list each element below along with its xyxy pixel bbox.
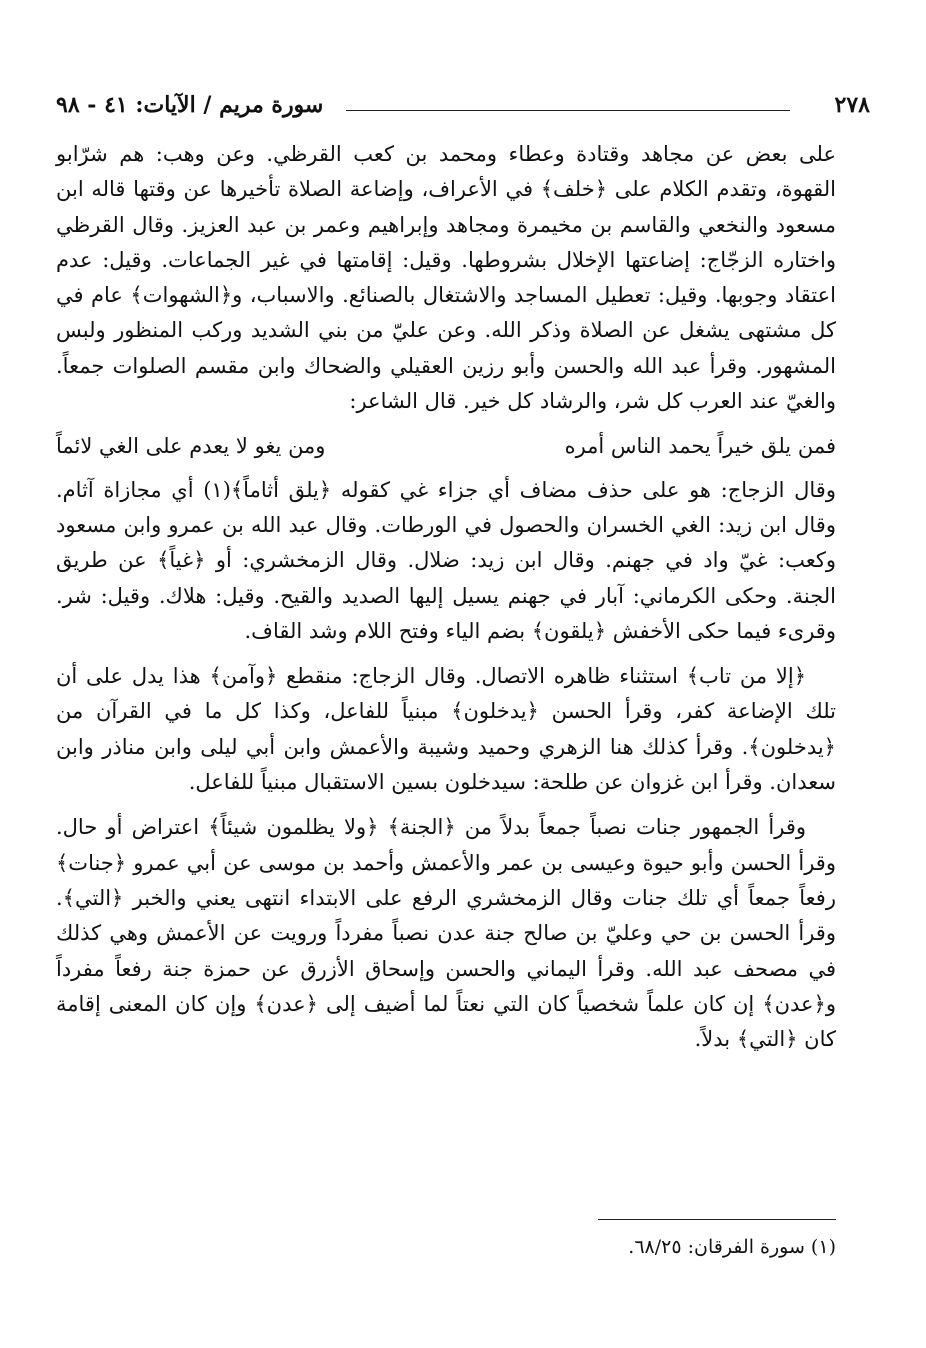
verse-second-hemistich: ومن يغو لا يعدم على الغي لائماً	[56, 434, 326, 459]
header-rule	[346, 110, 790, 111]
paragraph: ﴿إلا من تاب﴾ استثناء ظاهره الاتصال. وقال الزجاج: منقطع ﴿وآمن﴾ هذا يدل على أن تلك الإضاعة كفر، وقرأ الحسن ﴿يدخلون﴾ مبنياً للفاعل، وكذا كل ما في القرآن من ﴿يدخلون﴾. وقرأ كذلك هنا الزهري وحميد وشيبة والأعمش وابن أبي ليلى وابن مناذر وابن سعدان. وقرأ ابن غزوان عن طلحة: سيدخلون بسين الاستقبال مبنياً للفاعل.	[56, 664, 836, 795]
verse-first-hemistich: فمن يلق خيراً يحمد الناس أمره	[564, 434, 836, 459]
sura-title: سورة مريم / الآيات: ٤١ - ٩٨	[56, 92, 324, 118]
page-number: ٢٧٨	[834, 92, 870, 118]
page-body	[56, 137, 836, 1067]
poetry-verse	[56, 429, 836, 464]
paragraph: على بعض عن مجاهد وقتادة وعطاء ومحمد بن كعب القرظي. وعن وهب: هم شرّابو القهوة، وتقدم الكلام على ﴿خلف﴾ في الأعراف، وإضاعة الصلاة تأخيرها عن وقتها قاله ابن مسعود والنخعي والقاسم بن مخيمرة ومجاهد وإبراهيم وعمر بن عبد العزيز. وقال القرظي واختاره الزجّاج: إضاعتها الإخلال بشروطها. وقيل: إقامتها في غير الجماعات. وقيل: عدم اعتقاد وجوبها. وقيل: تعطيل المساجد والاشتغال بالصنائع. والاسباب، و﴿الشهوات﴾ عام في كل مشتهى يشغل عن الصلاة وذكر الله. وعن عليّ من بني الشديد وركب المنظور ولبس المشهور. وقرأ عبد الله والحسن وأبو رزين العقيلي والضحاك وابن مقسم الصلوات جمعاً. والغيّ عند العرب كل شر، والرشاد كل خير. قال الشاعر:	[56, 142, 836, 414]
footnote-rule	[598, 1219, 836, 1220]
paragraph: وقرأ الجمهور جنات نصباً جمعاً بدلاً من ﴿الجنة﴾ ﴿ولا يظلمون شيئاً﴾ اعتراض أو حال. وقرأ الحسن وأبو حيوة وعيسى بن عمر والأعمش وأحمد بن موسى عن أبي عمرو ﴿جنات﴾ رفعاً جمعاً أي تلك جنات وقال الزمخشري الرفع على الابتداء انتهى يعني والخبر ﴿التي﴾. وقرأ الحسن بن حي وعليّ بن صالح جنة عدن نصباً مفرداً ورويت عن الأعمش وهي كذلك في مصحف عبد الله. وقرأ اليماني والحسن وإسحاق الأزرق عن حمزة جنة رفعاً مفرداً و﴿عدن﴾ إن كان علماً شخصياً كان التي نعتاً لما أضيف إلى ﴿عدن﴾ وإن كان المعنى إقامة كان ﴿التي﴾ بدلاً.	[56, 815, 836, 1052]
paragraph: وقال الزجاج: هو على حذف مضاف أي جزاء غي كقوله ﴿يلق أثاماً﴾(١) أي مجازاة آثام. وقال ابن زيد: الغي الخسران والحصول في الورطات. وقال عبد الله بن عمرو وابن مسعود وكعب: غيّ واد في جهنم. وقال ابن زيد: ضلال. وقال الزمخشري: أو ﴿غياً﴾ عن طريق الجنة. وحكى الكرماني: آبار في جهنم يسيل إليها الصديد والقيح. وقيل: هلاك. وقيل: شر. وقرىء فيما حكى الأخفش ﴿يلقون﴾ بضم الياء وفتح اللام وشد القاف.	[56, 477, 836, 643]
page-header	[56, 92, 870, 126]
footnote: (١) سورة الفرقان: ٦٨/٢٥.	[628, 1236, 836, 1258]
